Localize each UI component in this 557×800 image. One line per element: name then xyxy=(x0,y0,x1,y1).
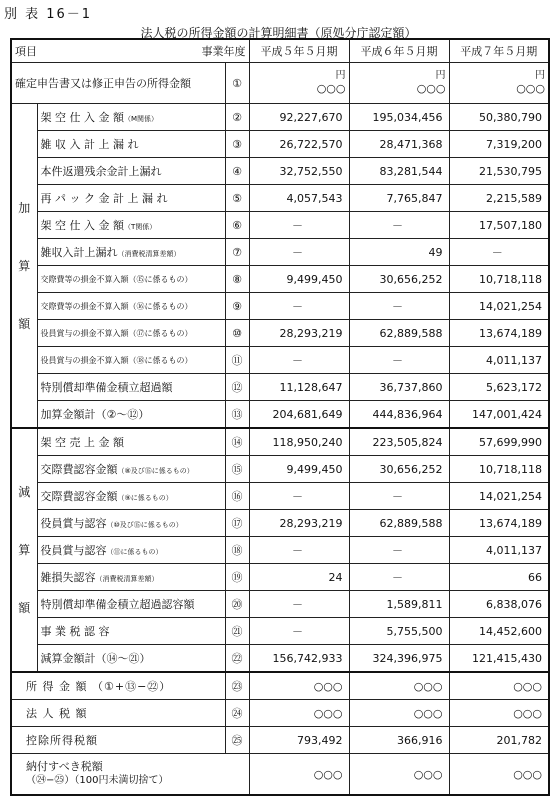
value-cell: 9,499,450 xyxy=(249,456,349,483)
value-cell: 66 xyxy=(449,564,549,591)
header-year-2: 平成６年５月期 xyxy=(349,39,449,63)
row-label xyxy=(37,483,225,510)
value-cell: 118,950,240 xyxy=(249,428,349,456)
row-label xyxy=(37,239,225,266)
value-cell: － xyxy=(349,537,449,564)
row-mark: ㉓ xyxy=(225,672,249,700)
value-cell: 156,742,933 xyxy=(249,645,349,673)
row-label xyxy=(37,158,225,185)
value-cell: 4,011,137 xyxy=(449,347,549,374)
row-label xyxy=(37,320,225,347)
row-label xyxy=(37,347,225,374)
header-row xyxy=(11,39,549,63)
row-label xyxy=(37,293,225,320)
yen-unit: 円 xyxy=(335,70,346,81)
value-cell: 5,623,172 xyxy=(449,374,549,401)
row-label xyxy=(37,618,225,645)
value-cell: ○○○ xyxy=(449,672,549,700)
additions-row xyxy=(11,266,549,293)
row-label-note: （⑪に係るもの） xyxy=(106,548,163,556)
value-cell: 92,227,670 xyxy=(249,104,349,131)
value-cell: 9,499,450 xyxy=(249,266,349,293)
value-cell xyxy=(449,63,549,104)
section-char: 加 xyxy=(18,200,31,215)
row-label-text: 本件返還残余金計上漏れ xyxy=(40,165,162,178)
value-cell: － xyxy=(249,293,349,320)
value-cell: 17,507,180 xyxy=(449,212,549,239)
deductions-row xyxy=(11,591,549,618)
value-cell: － xyxy=(249,347,349,374)
value-text: ○○○ xyxy=(416,82,446,95)
row-label xyxy=(37,104,225,131)
deductions-row xyxy=(11,645,549,673)
row-label xyxy=(37,266,225,293)
row-label xyxy=(37,131,225,158)
value-cell: － xyxy=(249,239,349,266)
row-mark: ⑦ xyxy=(225,239,249,266)
row-mark: ⑤ xyxy=(225,185,249,212)
row-mark: ① xyxy=(225,63,249,104)
row-label-note: （M関係） xyxy=(123,115,159,123)
value-cell: ○○○ xyxy=(249,700,349,727)
row-mark: ⑱ xyxy=(225,537,249,564)
value-cell: 223,505,824 xyxy=(349,428,449,456)
row-label xyxy=(37,645,225,673)
row-label-text: 役員賞与認容 xyxy=(40,544,107,557)
row-label-text: 役員賞与の損金不算入額（⑱に係るもの） xyxy=(40,355,193,365)
row-label-text: 事 業 税 認 容 xyxy=(40,625,110,638)
additions-row xyxy=(11,104,549,131)
row-label xyxy=(37,185,225,212)
value-cell: － xyxy=(349,483,449,510)
value-cell: 6,838,076 xyxy=(449,591,549,618)
row-label-line2: （㉔−㉕）（100円未満切捨て） xyxy=(26,775,169,786)
value-cell: － xyxy=(449,239,549,266)
deductions-row xyxy=(11,428,549,456)
row-label xyxy=(37,537,225,564)
value-cell: 7,319,200 xyxy=(449,131,549,158)
value-cell: 121,415,430 xyxy=(449,645,549,673)
additions-row xyxy=(11,158,549,185)
deductions-row xyxy=(11,618,549,645)
additions-row xyxy=(11,320,549,347)
additions-row xyxy=(11,131,549,158)
row-mark: ⑭ xyxy=(225,428,249,456)
row-label xyxy=(37,564,225,591)
value-cell: 32,752,550 xyxy=(249,158,349,185)
row-label-note: （⑩及び⑮に係るもの） xyxy=(106,521,183,529)
row-label xyxy=(37,212,225,239)
value-cell: ○○○ xyxy=(449,754,549,796)
row-label-line1: 納付すべき税額 xyxy=(26,760,103,773)
row-label-text: 架 空 売 上 金 額 xyxy=(40,436,124,449)
value-cell: 201,782 xyxy=(449,727,549,754)
value-cell: 366,916 xyxy=(349,727,449,754)
row-label xyxy=(37,374,225,401)
row-label: 確定申告書又は修正申告の所得金額 xyxy=(11,63,225,104)
value-cell: 14,021,254 xyxy=(449,483,549,510)
value-cell: 11,128,647 xyxy=(249,374,349,401)
value-cell: 793,492 xyxy=(249,727,349,754)
additions-row xyxy=(11,347,549,374)
row-label-text: 交際費認容金額 xyxy=(40,463,118,476)
header-year-3: 平成７年５月期 xyxy=(449,39,549,63)
row-label: 控除所得税額 xyxy=(11,727,225,754)
row-mark: ⑰ xyxy=(225,510,249,537)
row-label xyxy=(37,428,225,456)
value-cell: 28,293,219 xyxy=(249,510,349,537)
total-row xyxy=(11,700,549,727)
additions-row xyxy=(11,185,549,212)
row-label xyxy=(37,591,225,618)
row-label: 法 人 税 額 xyxy=(11,700,225,727)
yen-unit: 円 xyxy=(435,70,446,81)
deductions-section-label xyxy=(11,428,37,672)
row-mark: ⑮ xyxy=(225,456,249,483)
value-cell: － xyxy=(349,564,449,591)
row-label-text: 架 空 仕 入 金 額 xyxy=(40,111,124,124)
value-cell: － xyxy=(249,537,349,564)
additions-row xyxy=(11,293,549,320)
additions-row xyxy=(11,401,549,429)
row-label-text: 特別償却準備金積立超過認容額 xyxy=(40,598,195,611)
row-mark: ③ xyxy=(225,131,249,158)
section-char: 減 xyxy=(18,485,31,499)
row-label-text: 再 パ ッ ク 金 計 上 漏 れ xyxy=(40,192,168,205)
value-cell: 21,530,795 xyxy=(449,158,549,185)
row-mark: ⑳ xyxy=(225,591,249,618)
value-cell: 5,755,500 xyxy=(349,618,449,645)
value-cell: ○○○ xyxy=(349,754,449,796)
value-cell: 2,215,589 xyxy=(449,185,549,212)
row-label xyxy=(37,401,225,429)
row-mark: ④ xyxy=(225,158,249,185)
deductions-row xyxy=(11,510,549,537)
row-label-text: 加算金額計（②～⑫） xyxy=(40,408,150,421)
row-mark: ⑬ xyxy=(225,401,249,429)
row-label xyxy=(11,754,249,796)
deductions-row xyxy=(11,483,549,510)
value-cell: 49 xyxy=(349,239,449,266)
additions-row xyxy=(11,212,549,239)
section-char: 額 xyxy=(18,316,31,331)
row-label-text: 交際費認容金額 xyxy=(40,490,118,503)
row-label xyxy=(37,510,225,537)
row-label-note: （消費税清算差額） xyxy=(95,575,159,583)
value-cell: 7,765,847 xyxy=(349,185,449,212)
row-label-text: 交際費等の損金不算入額（⑮に係るもの） xyxy=(40,274,193,284)
value-cell: 195,034,456 xyxy=(349,104,449,131)
value-cell: 324,396,975 xyxy=(349,645,449,673)
value-cell: 4,011,137 xyxy=(449,537,549,564)
value-cell: 204,681,649 xyxy=(249,401,349,429)
value-cell: 10,718,118 xyxy=(449,456,549,483)
value-cell: 50,380,790 xyxy=(449,104,549,131)
row-mark: ⑫ xyxy=(225,374,249,401)
row-label-note: （T関係） xyxy=(123,223,157,231)
section-char: 算 xyxy=(18,543,31,557)
value-cell: － xyxy=(249,618,349,645)
value-cell: 444,836,964 xyxy=(349,401,449,429)
row-mark: ㉔ xyxy=(225,700,249,727)
total-row xyxy=(11,727,549,754)
value-cell: 26,722,570 xyxy=(249,131,349,158)
value-cell: 36,737,860 xyxy=(349,374,449,401)
value-cell: 24 xyxy=(249,564,349,591)
row-mark: ⑩ xyxy=(225,320,249,347)
value-cell: 30,656,252 xyxy=(349,456,449,483)
row-label xyxy=(37,456,225,483)
row-label-note: （消費税清算差額） xyxy=(117,250,181,258)
value-cell: ○○○ xyxy=(249,754,349,796)
section-char: 算 xyxy=(18,258,31,273)
value-cell: 4,057,543 xyxy=(249,185,349,212)
row-label-note: （⑨に係るもの） xyxy=(117,494,173,502)
value-cell: 57,699,990 xyxy=(449,428,549,456)
row-mark: ⑯ xyxy=(225,483,249,510)
value-cell: 1,589,811 xyxy=(349,591,449,618)
value-cell: － xyxy=(249,483,349,510)
value-cell: 14,021,254 xyxy=(449,293,549,320)
row-label-note: （⑧及び⑮に係るもの） xyxy=(117,467,194,475)
value-cell: － xyxy=(349,293,449,320)
row-label-text: 特別償却準備金積立超過額 xyxy=(40,381,173,394)
value-text: ○○○ xyxy=(316,82,346,95)
row-mark: ㉑ xyxy=(225,618,249,645)
section-char: 額 xyxy=(18,601,31,615)
value-cell: ○○○ xyxy=(349,672,449,700)
header-year-1: 平成５年５月期 xyxy=(249,39,349,63)
deductions-row xyxy=(11,456,549,483)
value-cell: 83,281,544 xyxy=(349,158,449,185)
row-label-text: 役員賞与の損金不算入額（⑰に係るもの） xyxy=(40,328,193,338)
value-cell: 30,656,252 xyxy=(349,266,449,293)
row-label-text: 交際費等の損金不算入額（⑯に係るもの） xyxy=(40,301,193,311)
value-cell: ○○○ xyxy=(349,700,449,727)
deductions-row xyxy=(11,537,549,564)
value-cell: 28,293,219 xyxy=(249,320,349,347)
value-text: ○○○ xyxy=(516,82,545,95)
row-mark: ㉕ xyxy=(225,727,249,754)
header-item-label: 項目 xyxy=(15,45,37,58)
reported-income-row xyxy=(11,63,549,104)
value-cell: 14,452,600 xyxy=(449,618,549,645)
additions-section-label xyxy=(11,104,37,429)
value-cell: 13,674,189 xyxy=(449,320,549,347)
row-mark: ⑧ xyxy=(225,266,249,293)
appendix-label: 別 表 16－1 xyxy=(4,7,93,22)
value-cell: 62,889,588 xyxy=(349,510,449,537)
row-label-text: 架 空 仕 入 金 額 xyxy=(40,219,124,232)
row-label: 所 得 金 額 （①+⑬−㉒） xyxy=(11,672,225,700)
row-mark: ⑥ xyxy=(225,212,249,239)
row-mark: ㉒ xyxy=(225,645,249,673)
header-fiscal-label: 事業年度 xyxy=(201,45,246,58)
value-cell: 10,718,118 xyxy=(449,266,549,293)
payable-tax-row xyxy=(11,754,549,796)
row-label-text: 雑 収 入 計 上 漏 れ xyxy=(40,138,139,151)
value-cell: － xyxy=(249,591,349,618)
value-cell: ○○○ xyxy=(249,672,349,700)
value-cell xyxy=(349,63,449,104)
yen-unit: 円 xyxy=(535,70,545,81)
total-row xyxy=(11,672,549,700)
row-label-text: 減算金額計（⑭～㉑） xyxy=(40,652,151,665)
additions-row xyxy=(11,239,549,266)
row-mark: ⑨ xyxy=(225,293,249,320)
value-cell: 62,889,588 xyxy=(349,320,449,347)
header-item-cell xyxy=(11,39,249,63)
document-title: 法人税の所得金額の計算明細書（原処分庁認定額） xyxy=(140,26,417,40)
row-mark: ⑪ xyxy=(225,347,249,374)
value-cell: － xyxy=(349,347,449,374)
row-mark: ⑲ xyxy=(225,564,249,591)
row-label-text: 雑収入計上漏れ xyxy=(40,246,118,259)
row-label-text: 雑損失認容 xyxy=(40,571,96,584)
additions-row xyxy=(11,374,549,401)
value-cell: ○○○ xyxy=(449,700,549,727)
row-mark: ② xyxy=(225,104,249,131)
value-cell: － xyxy=(249,212,349,239)
value-cell xyxy=(249,63,349,104)
value-cell: － xyxy=(349,212,449,239)
income-calculation-table xyxy=(10,38,550,796)
row-label-text: 役員賞与認容 xyxy=(40,517,107,530)
deductions-row xyxy=(11,564,549,591)
value-cell: 147,001,424 xyxy=(449,401,549,429)
value-cell: 13,674,189 xyxy=(449,510,549,537)
value-cell: 28,471,368 xyxy=(349,131,449,158)
